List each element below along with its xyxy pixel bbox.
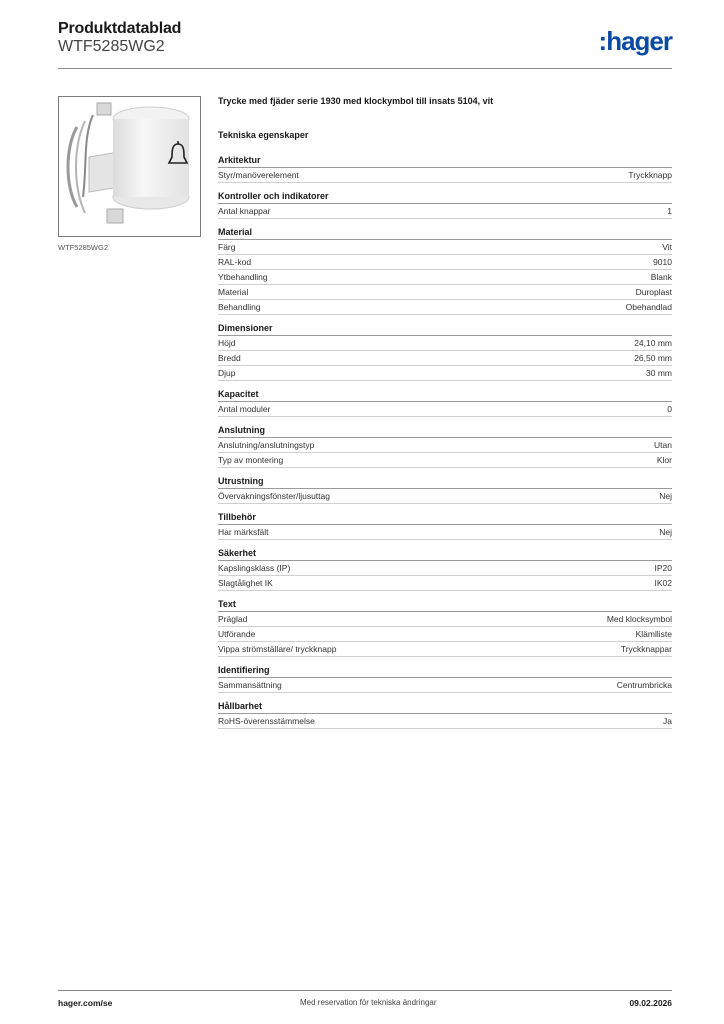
top-divider <box>58 68 672 69</box>
property-section <box>218 547 672 591</box>
property-label: Slagtålighet IK <box>218 578 273 588</box>
property-label: Anslutning/anslutningstyp <box>218 440 315 450</box>
property-section <box>218 664 672 693</box>
property-value: Vit <box>662 242 672 252</box>
property-row <box>218 489 672 504</box>
property-value: Klor <box>656 455 672 465</box>
property-value: Nej <box>659 527 672 537</box>
property-label: Ytbehandling <box>218 272 268 282</box>
property-row <box>218 612 672 627</box>
page-title: Produktdatablad <box>58 20 182 37</box>
properties-list <box>218 154 672 736</box>
property-section <box>218 322 672 381</box>
property-value: 24,10 mm <box>634 338 672 348</box>
product-code: WTF5285WG2 <box>58 38 165 55</box>
property-section <box>218 475 672 504</box>
property-section <box>218 388 672 417</box>
property-value: 30 mm <box>646 368 672 378</box>
property-row <box>218 714 672 729</box>
property-row <box>218 255 672 270</box>
footer-date: 09.02.2026 <box>629 998 672 1008</box>
property-value: 9010 <box>653 257 672 267</box>
property-row <box>218 168 672 183</box>
property-label: Färg <box>218 242 236 252</box>
property-label: Höjd <box>218 338 236 348</box>
section-title: Säkerhet <box>218 547 672 561</box>
property-value: 1 <box>667 206 672 216</box>
property-row <box>218 642 672 657</box>
property-row <box>218 240 672 255</box>
property-label: Behandling <box>218 302 261 312</box>
property-label: Präglad <box>218 614 248 624</box>
section-title: Dimensioner <box>218 322 672 336</box>
section-title: Kapacitet <box>218 388 672 402</box>
section-title: Hållbarhet <box>218 700 672 714</box>
section-title: Text <box>218 598 672 612</box>
property-label: Material <box>218 287 249 297</box>
property-row <box>218 576 672 591</box>
property-value: Blank <box>650 272 672 282</box>
section-title: Utrustning <box>218 475 672 489</box>
property-value: Med klocksymbol <box>606 614 672 624</box>
property-row <box>218 270 672 285</box>
property-label: Har märksfält <box>218 527 269 537</box>
property-row <box>218 627 672 642</box>
property-row <box>218 438 672 453</box>
property-value: Utan <box>654 440 672 450</box>
property-value: 0 <box>667 404 672 414</box>
section-title: Material <box>218 226 672 240</box>
property-row <box>218 204 672 219</box>
property-label: Typ av montering <box>218 455 284 465</box>
property-label: Antal moduler <box>218 404 271 414</box>
property-row <box>218 453 672 468</box>
property-label: Bredd <box>218 353 241 363</box>
tech-heading: Tekniska egenskaper <box>218 130 309 140</box>
section-title: Arkitektur <box>218 154 672 168</box>
property-row <box>218 285 672 300</box>
property-section <box>218 226 672 315</box>
footer-disclaimer: Med reservation för tekniska ändringar <box>300 998 437 1007</box>
section-title: Tillbehör <box>218 511 672 525</box>
property-value: Tryckknapp <box>628 170 672 180</box>
section-title: Kontroller och indikatorer <box>218 190 672 204</box>
property-label: Antal knappar <box>218 206 271 216</box>
property-section <box>218 190 672 219</box>
property-value: IK02 <box>654 578 672 588</box>
property-label: RoHS-överensstämmelse <box>218 716 315 726</box>
property-value: Duroplast <box>635 287 672 297</box>
property-row <box>218 300 672 315</box>
product-description: Trycke med fjäder serie 1930 med klockymbol till insats 5104, vit <box>218 96 494 106</box>
property-row <box>218 336 672 351</box>
property-value: Obehandlad <box>625 302 672 312</box>
property-label: Sammansättning <box>218 680 282 690</box>
property-value: Ja <box>663 716 672 726</box>
product-image <box>58 96 201 237</box>
section-title: Anslutning <box>218 424 672 438</box>
property-section <box>218 700 672 729</box>
property-value: Klämlliste <box>635 629 672 639</box>
property-value: Centrumbricka <box>616 680 672 690</box>
property-value: IP20 <box>654 563 672 573</box>
property-value: Nej <box>659 491 672 501</box>
property-label: Djup <box>218 368 236 378</box>
property-row <box>218 402 672 417</box>
image-caption: WTF5285WG2 <box>58 243 109 252</box>
footer-website[interactable]: hager.com/se <box>58 998 113 1008</box>
property-row <box>218 678 672 693</box>
bottom-divider <box>58 990 672 991</box>
property-value: Tryckknappar <box>620 644 672 654</box>
property-row <box>218 351 672 366</box>
property-section <box>218 424 672 468</box>
property-section <box>218 511 672 540</box>
section-title: Identifiering <box>218 664 672 678</box>
property-label: Styr/manöverelement <box>218 170 299 180</box>
property-section <box>218 598 672 657</box>
property-value: 26,50 mm <box>634 353 672 363</box>
property-label: Vippa strömställare/ tryckknapp <box>218 644 337 654</box>
property-row <box>218 525 672 540</box>
property-label: Övervakningsfönster/ljusuttag <box>218 491 330 501</box>
property-row <box>218 366 672 381</box>
property-row <box>218 561 672 576</box>
property-label: RAL-kod <box>218 257 252 267</box>
bell-icon <box>167 141 189 169</box>
property-section <box>218 154 672 183</box>
property-label: Utförande <box>218 629 256 639</box>
hager-logo: :hager <box>598 26 672 56</box>
property-label: Kapslingsklass (IP) <box>218 563 291 573</box>
